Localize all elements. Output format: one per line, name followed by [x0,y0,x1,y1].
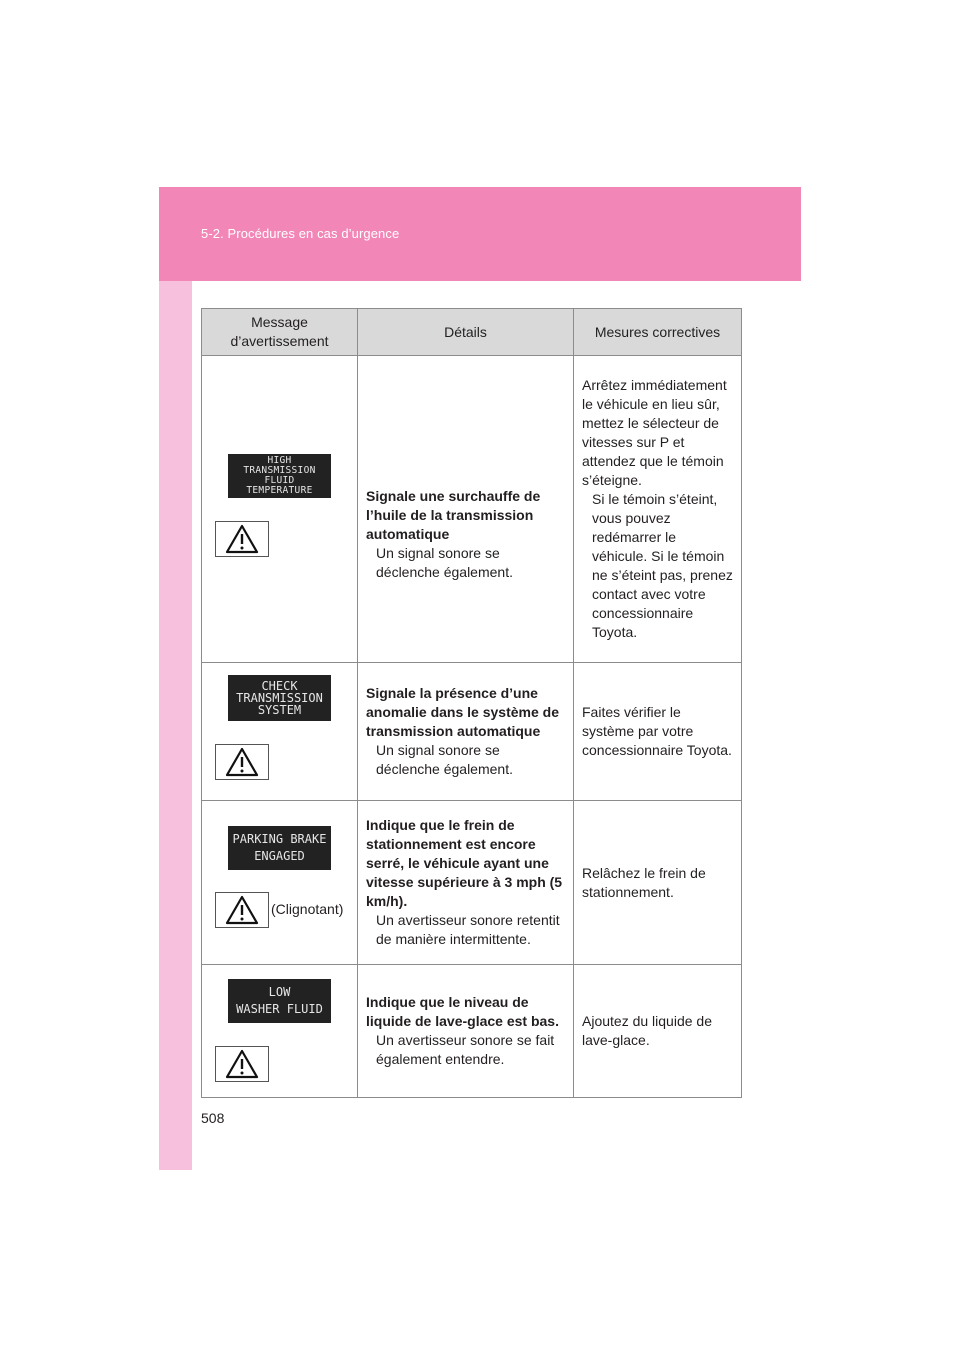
details-bold: Signale une surchauffe de l’huile de la transmission automatique [366,487,541,542]
display-line: ENGAGED [254,849,305,863]
blinking-label: (Clignotant) [271,901,344,917]
action-note: Si le témoin s’éteint, vous pouvez redémarrer le véhicule. Si le témoin ne s’éteint pas, prenez contact avec votre concessionnaire Toyota. [592,491,733,640]
details-cell [358,356,574,663]
action-main: Arrêtez immédiatement le véhicule en lieu sûr, mettez le sélecteur de vitesses sur P et attendez que le témoin s’éteigne. [582,377,727,488]
display-line: PARKING BRAKE [232,832,327,846]
details-cell [358,801,574,965]
action-main: Ajoutez du liquide de lave-glace. [582,1013,712,1048]
display-line: TEMPERATURE [246,485,313,496]
table-row [202,356,742,663]
details-cell [358,965,574,1098]
warning-display [228,826,331,870]
display-line: TRANSMISSION [236,691,323,705]
warning-display [228,454,331,498]
header-message-text: Message d’avertissement [230,314,329,349]
details-note: Un signal sonore se déclenche également. [376,742,513,777]
table-header-row [202,309,742,356]
message-cell [202,663,358,801]
display-line: WASHER FLUID [236,1002,323,1016]
action-cell [574,965,742,1098]
warning-display [228,675,331,721]
warning-triangle-icon [225,747,259,777]
action-cell [574,663,742,801]
warning-table [201,308,742,1098]
action-cell [574,801,742,965]
section-title: 5-2. Procédures en cas d’urgence [201,226,400,241]
action-main: Relâchez le frein de stationnement. [582,864,706,900]
details-bold: Indique que le frein de stationnement est encore serré, le véhicule ayant une vitesse supérieure à 3 mph (5 km/h). [366,817,563,909]
display-line: HIGH [267,455,292,466]
message-cell [202,356,358,663]
display-line: CHECK [261,679,298,693]
action-main: Faites vérifier le système par votre concessionnaire Toyota. [582,704,732,758]
warning-icon-box [215,1046,269,1082]
warning-icon-box [215,892,269,928]
warning-icon-box [215,744,269,780]
table-row [202,801,742,965]
details-bold: Indique que le niveau de liquide de lave-glace est bas. [366,994,559,1029]
details-note: Un avertisseur sonore retentit de manière intermittente. [376,912,560,947]
header-details: Détails [358,309,574,356]
display-line: TRANSMISSION [243,465,316,476]
header-actions: Mesures correctives [574,309,742,356]
details-note: Un signal sonore se déclenche également. [376,544,513,580]
action-cell [574,356,742,663]
message-cell [202,801,358,965]
warning-triangle-icon [225,1049,259,1079]
warning-triangle-icon [225,524,259,554]
header-message [202,309,358,356]
page-number: 508 [201,1110,225,1126]
message-cell [202,965,358,1098]
display-line: FLUID [264,475,295,486]
side-strip [159,187,192,1170]
details-bold: Signale la présence d’une anomalie dans le système de transmission automatique [366,685,559,739]
table-row [202,663,742,801]
display-line: SYSTEM [257,703,302,717]
table-row [202,965,742,1098]
display-line: LOW [268,985,291,999]
warning-triangle-icon [225,895,259,925]
warning-display [228,979,331,1023]
details-note: Un avertisseur sonore se fait également entendre. [376,1032,555,1067]
details-cell [358,663,574,801]
warning-icon-box [215,521,269,557]
